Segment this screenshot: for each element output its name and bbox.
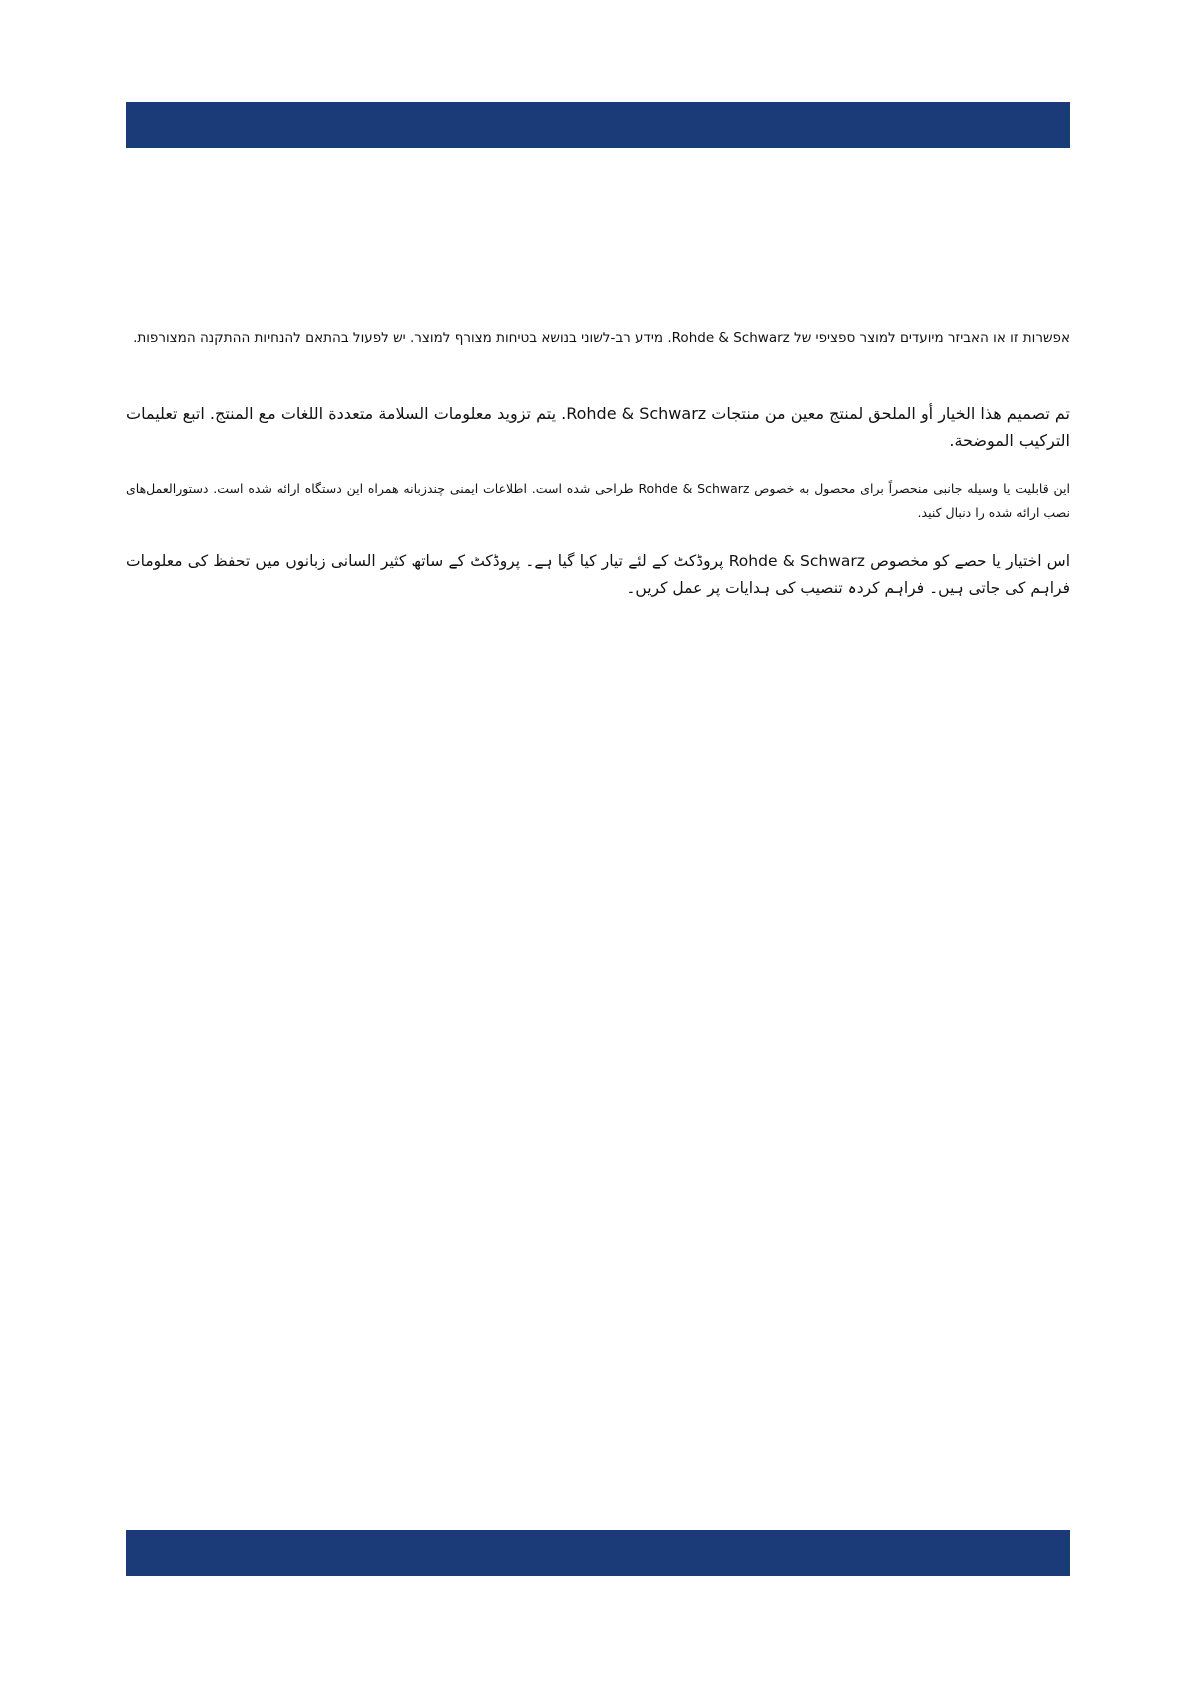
safety-note-persian: این قابلیت یا وسیله جانبی منحصراً برای محصول به خصوص Rohde & Schwarz طراحی شده است. اطلاعات ایمنی چندزبانه همراه این دستگاه ارائه شده است. دستورالعمل‌های نصب ارائه شده را دنبال کنید. — [126, 480, 1070, 520]
safety-note-hebrew: אפשרות זו או האביזר מיועדים למוצר ספציפי של Rohde & Schwarz. מידע רב-לשוני בנושא בטיחות מצורף למוצר. יש לפעול בהתאם להנחיות ההתקנה המצורפות. — [133, 329, 1070, 346]
footer-band — [126, 1530, 1070, 1576]
header-band — [126, 102, 1070, 148]
safety-note-arabic: تم تصميم هذا الخيار أو الملحق لمنتج معين من منتجات Rohde & Schwarz. يتم تزويد معلومات السلامة متعددة اللغات مع المنتج. اتبع تعليمات التركيب الموضحة. — [126, 404, 1071, 450]
safety-note-urdu: اس اختیار یا حصے کو مخصوص Rohde & Schwarz پروڈکٹ کے لئے تیار کیا گیا ہے۔ پروڈکٹ کے ساتھ کثیر السانی زبانوں میں تحفظ کی معلومات فراہم کی جاتی ہیں۔ فراہم کردہ تنصیب کی ہدایات پر عمل کریں۔ — [126, 551, 1071, 597]
